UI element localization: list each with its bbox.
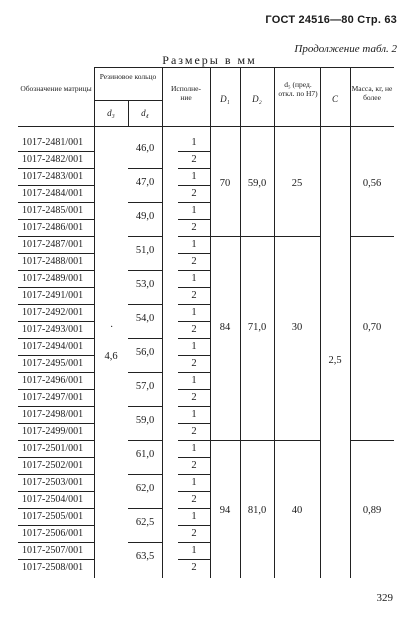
D1-value: 84 — [219, 322, 231, 333]
d4-value: 61,0 — [135, 449, 155, 460]
matrix-code: 1017-2504/001 — [22, 494, 84, 505]
execution-value: 2 — [191, 358, 197, 369]
d4-value: 56,0 — [135, 347, 155, 358]
d4-value: 51,0 — [135, 245, 155, 256]
matrix-code: 1017-2501/001 — [22, 443, 84, 454]
execution-value: 2 — [191, 154, 197, 165]
matrix-code: 1017-2498/001 — [22, 409, 84, 420]
D1-value: 94 — [219, 505, 231, 516]
standard-header: ГОСТ 24516—80 Стр. 63 — [265, 14, 397, 26]
execution-value: 1 — [191, 409, 197, 420]
d5-value: 25 — [291, 178, 303, 189]
d4-value: 57,0 — [135, 381, 155, 392]
header-rubber-ring: Резиновое кольцо — [99, 72, 157, 81]
page-number: 329 — [376, 592, 393, 604]
execution-value: 2 — [191, 222, 197, 233]
d4-value: 63,5 — [135, 551, 155, 562]
header-d4: d₄ — [141, 108, 149, 118]
matrix-code: 1017-2507/001 — [22, 545, 84, 556]
execution-value: 2 — [191, 188, 197, 199]
header-designation: Обозначение матрицы — [20, 84, 92, 93]
C-value: 2,5 — [328, 355, 342, 366]
execution-value: 2 — [191, 392, 197, 403]
header-C: C — [331, 94, 338, 104]
matrix-code: 1017-2502/001 — [22, 460, 84, 471]
d4-value: 62,0 — [135, 483, 155, 494]
units-caption: Размеры в мм — [162, 53, 257, 67]
execution-value: 1 — [191, 545, 197, 556]
D2-value: 71,0 — [247, 322, 267, 333]
header-D2: D₂ — [252, 94, 262, 104]
execution-value: 2 — [191, 528, 197, 539]
matrix-code: 1017-2499/001 — [22, 426, 84, 437]
D2-value: 59,0 — [247, 178, 267, 189]
matrix-code: 1017-2494/001 — [22, 341, 84, 352]
D1-value: 70 — [219, 178, 231, 189]
d5-value: 30 — [291, 322, 303, 333]
execution-value: 1 — [191, 511, 197, 522]
matrix-code: 1017-2488/001 — [22, 256, 84, 267]
execution-value: 1 — [191, 239, 197, 250]
execution-value: 2 — [191, 494, 197, 505]
execution-value: 1 — [191, 307, 197, 318]
matrix-code: 1017-2481/001 — [22, 137, 84, 148]
execution-value: 2 — [191, 426, 197, 437]
execution-value: 1 — [191, 137, 197, 148]
table-continuation-note: Продолжение табл. 2 — [294, 43, 397, 55]
execution-value: 2 — [191, 562, 197, 573]
matrix-code: 1017-2485/001 — [22, 205, 84, 216]
matrix-code: 1017-2497/001 — [22, 392, 84, 403]
matrix-code: 1017-2505/001 — [22, 511, 84, 522]
execution-value: 1 — [191, 443, 197, 454]
matrix-code: 1017-2506/001 — [22, 528, 84, 539]
matrix-code: 1017-2484/001 — [22, 188, 84, 199]
d4-value: 62,5 — [135, 517, 155, 528]
header-mass: Масса, кг, не более — [351, 84, 393, 102]
d4-value: 49,0 — [135, 211, 155, 222]
execution-value: 1 — [191, 273, 197, 284]
dimensions-table: Обозначение матрицы Резиновое кольцо d₃ d₄ Исполне- ние D₁ D₂ d₅ (пред. откл. по H7) C Масса, кг, не более 1017-2481/001 1017-2482/001 1017-2483/001 1017-2484/001 1017-2485/001 1017-2486/001 1017-2487/001 1017-2488/001 1017-2489/001 1017-2491/001 1017-2492/001 1017-2493/001 1017-2494/001 1017-2495/001 1017-2496/001 1017-2497/001 1017-2498/001 1017-2499/001 1017-2501/001 1017-2502/001 1017-2503/001 1017-2504/001 1017-2505/001 1017-2506/001 1017-2507/001 1017-2508/001 4,6 · 46,0 47,0 49,0 51,0 53,0 54,0 56,0 57,0 59,0 61,0 62,0 62,5 63,5 1 2 1 2 1 2 1 2 1 2 1 2 1 2 1 2 1 2 1 2 1 2 1 2 1 2 70 59,0 25 0,56 84 71,0 30 0,70 2,5 94 81,0 40 0,89 — [18, 67, 394, 578]
d4-value: 59,0 — [135, 415, 155, 426]
matrix-code: 1017-2496/001 — [22, 375, 84, 386]
d4-value: 46,0 — [135, 143, 155, 154]
execution-value: 1 — [191, 477, 197, 488]
d3-value: 4,6 — [104, 351, 118, 362]
matrix-code: 1017-2493/001 — [22, 324, 84, 335]
matrix-code: 1017-2487/001 — [22, 239, 84, 250]
header-d5: d₅ (пред. откл. по H7) — [278, 80, 318, 98]
matrix-code: 1017-2491/001 — [22, 290, 84, 301]
matrix-code: 1017-2489/001 — [22, 273, 84, 284]
execution-value: 2 — [191, 460, 197, 471]
header-D1: D₁ — [220, 94, 230, 104]
header-execution: Исполне- ние — [171, 84, 201, 102]
matrix-code: 1017-2483/001 — [22, 171, 84, 182]
execution-value: 1 — [191, 341, 197, 352]
matrix-code: 1017-2482/001 — [22, 154, 84, 165]
D2-value: 81,0 — [247, 505, 267, 516]
mass-value: 0,89 — [362, 505, 382, 516]
mass-value: 0,70 — [362, 322, 382, 333]
matrix-code: 1017-2492/001 — [22, 307, 84, 318]
matrix-code: 1017-2486/001 — [22, 222, 84, 233]
matrix-code: 1017-2495/001 — [22, 358, 84, 369]
matrix-code: 1017-2508/001 — [22, 562, 84, 573]
execution-value: 2 — [191, 290, 197, 301]
mass-value: 0,56 — [362, 178, 382, 189]
header-d3: d₃ — [107, 108, 115, 118]
execution-value: 2 — [191, 256, 197, 267]
execution-value: 1 — [191, 375, 197, 386]
execution-value: 1 — [191, 205, 197, 216]
execution-value: 1 — [191, 171, 197, 182]
d4-value: 53,0 — [135, 279, 155, 290]
d4-value: 54,0 — [135, 313, 155, 324]
d5-value: 40 — [291, 505, 303, 516]
execution-value: 2 — [191, 324, 197, 335]
d4-value: 47,0 — [135, 177, 155, 188]
matrix-code: 1017-2503/001 — [22, 477, 84, 488]
